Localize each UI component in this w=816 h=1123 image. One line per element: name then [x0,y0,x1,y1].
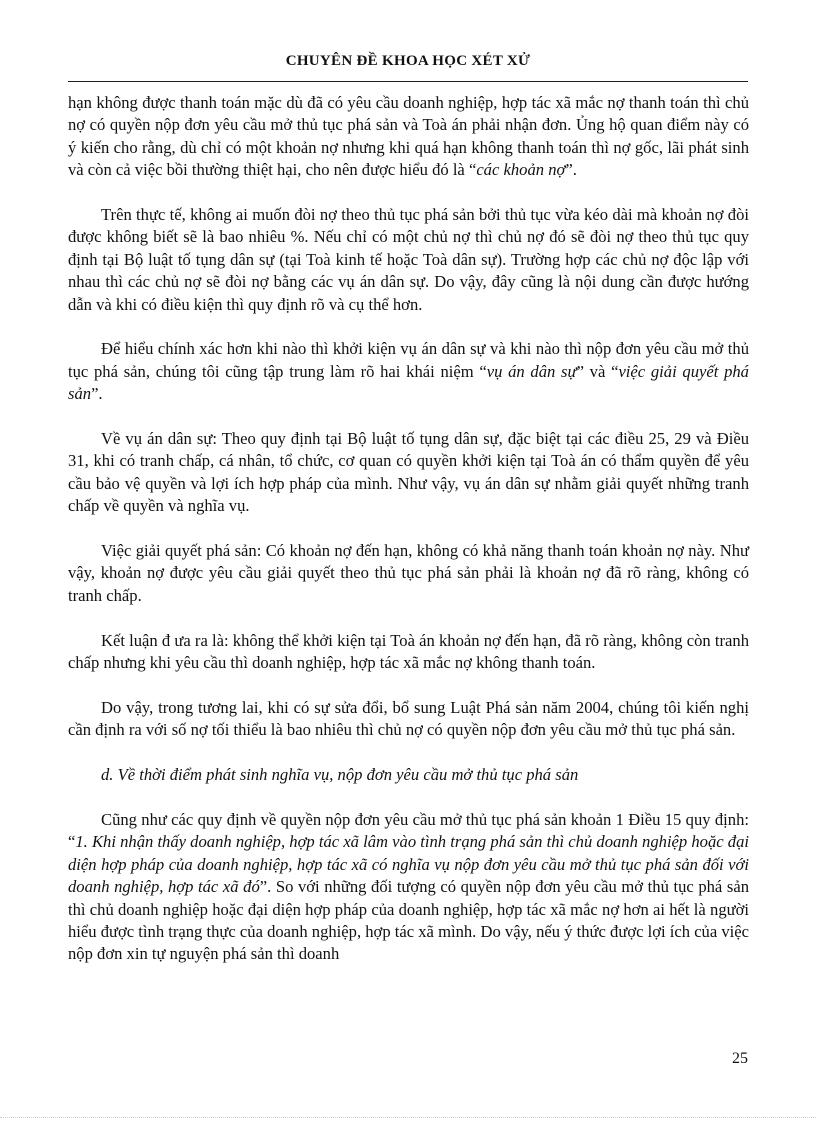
page-number: 25 [732,1050,748,1067]
paragraph-8: Cũng như các quy định về quyền nộp đơn yêu cầu mở thủ tục phá sản khoản 1 Điều 15 quy định: “1. Khi nhận thấy doanh nghiệp, hợp tác xã lâm vào tình trạng phá sản thì chủ doanh nghiệp hoặc đại diện hợp pháp của doanh nghiệp, hợp tác xã có nghĩa vụ nộp đơn yêu cầu mở thủ tục phá sản đối với doanh nghiệp, hợp tác xã đó”. So với những đối tượng có quyền nộp đơn yêu cầu mở thủ tục phá sản thì chủ doanh nghiệp hoặc đại diện hợp pháp của doanh nghiệp, hợp tác xã mắc nợ hơn ai hết là người hiểu được tình trạng thực của doanh nghiệp, hợp tác xã mình. Do vậy, nếu ý thức được lợi ích của việc nộp đơn xin tự nguyện phá sản thì doanh [68,809,750,964]
paragraph-4: Về vụ án dân sự: Theo quy định tại Bộ luật tố tụng dân sự, đặc biệt tại các điều 25, 29 và Điều 31, khi có tranh chấp, cá nhân, tổ chức, cơ quan có quyền khởi kiện tại Toà án có thẩm quyền để yêu cầu bảo vệ quyền và lợi ích hợp pháp của mình. Như vậy, vụ án dân sự nhằm giải quyết những tranh chấp về quyền và nghĩa vụ. [68,429,749,516]
paragraph-2: Trên thực tế, không ai muốn đòi nợ theo thủ tục phá sản bởi thủ tục vừa kéo dài mà khoản nợ đòi được không biết sẽ là bao nhiêu %. Nếu chỉ có một chủ nợ thì chủ nợ đó sẽ đòi nợ theo thủ tục quy định tại Bộ luật tố tụng dân sự (tại Toà kinh tế hoặc Toà dân sự). Trường hợp các chủ nợ độc lập với nhau thì các chủ nợ sẽ đòi nợ bằng các vụ án dân sự. Do vậy, đây cũng là nội dung cần được hướng dẫn và khi có điều kiện thì quy định rõ và cụ thể hơn. [68,205,749,314]
italic-term: các khoản nợ [476,160,566,180]
page-header-title: CHUYÊN ĐỀ KHOA HỌC XÉT XỬ [285,53,531,69]
paragraph-5: Việc giải quyết phá sản: Có khoản nợ đến hạn, không có khả năng thanh toán khoản nợ này. Như vậy, khoản nợ được yêu cầu giải quyết theo thủ tục phá sản phải là khoản nợ đã rõ ràng, không có tranh chấp. [68,541,749,605]
page-bottom-border [0,1117,816,1118]
paragraph-6: Kết luận đ ưa ra là: không thể khởi kiện tại Toà án khoản nợ đến hạn, đã rõ ràng, không còn tranh chấp nhưng khi yêu cầu thì doanh nghiệp, hợp tác xã mắc nợ không thanh toán. [68,630,749,673]
section-heading-d: d. Về thời điểm phát sinh nghĩa vụ, nộp đơn yêu cầu mở thủ tục phá sản [101,765,579,785]
header-divider [68,81,748,82]
italic-term: vụ án dân sự [486,361,577,381]
italic-term: việc giải quyết phá sản [68,361,749,404]
italic-quote: 1. Khi nhận thấy doanh nghiệp, hợp tác xã lâm vào tình trạng phá sản thì chủ doanh nghiệp hoặc đại diện hợp pháp của doanh nghiệp, hợp tác xã có nghĩa vụ nộp đơn yêu cầu mở thủ tục phá sản đối với doanh nghiệp, hợp tác xã đó [68,832,749,897]
paragraph-3: Để hiểu chính xác hơn khi nào thì khởi kiện vụ án dân sự và khi nào thì nộp đơn yêu cầu mở thủ tục phá sản, chúng tôi cũng tập trung làm rõ hai khái niệm “vụ án dân sự” và “việc giải quyết phá sản”. [68,339,749,404]
paragraph-7: Do vậy, trong tương lai, khi có sự sửa đổi, bổ sung Luật Phá sản năm 2004, chúng tôi kiến nghị cần định ra với số nợ tối thiểu là bao nhiêu thì chủ nợ có quyền nộp đơn yêu cầu mở thủ tục phá sản. [68,697,749,740]
document-body [68,92,749,988]
paragraph-1: hạn không được thanh toán mặc dù đã có yêu cầu doanh nghiệp, hợp tác xã mắc nợ thanh toán thì chủ nợ có quyền nộp đơn yêu cầu mở thủ tục phá sản và Toà án phải nhận đơn. Ủng hộ quan điểm này có ý kiến cho rằng, dù chỉ có một khoản nợ nhưng khi quá hạn không thanh toán thì nợ gốc, lãi phát sinh và còn cả việc bồi thường thiệt hại, cho nên được hiểu đó là “các khoản nợ”. [68,93,749,180]
